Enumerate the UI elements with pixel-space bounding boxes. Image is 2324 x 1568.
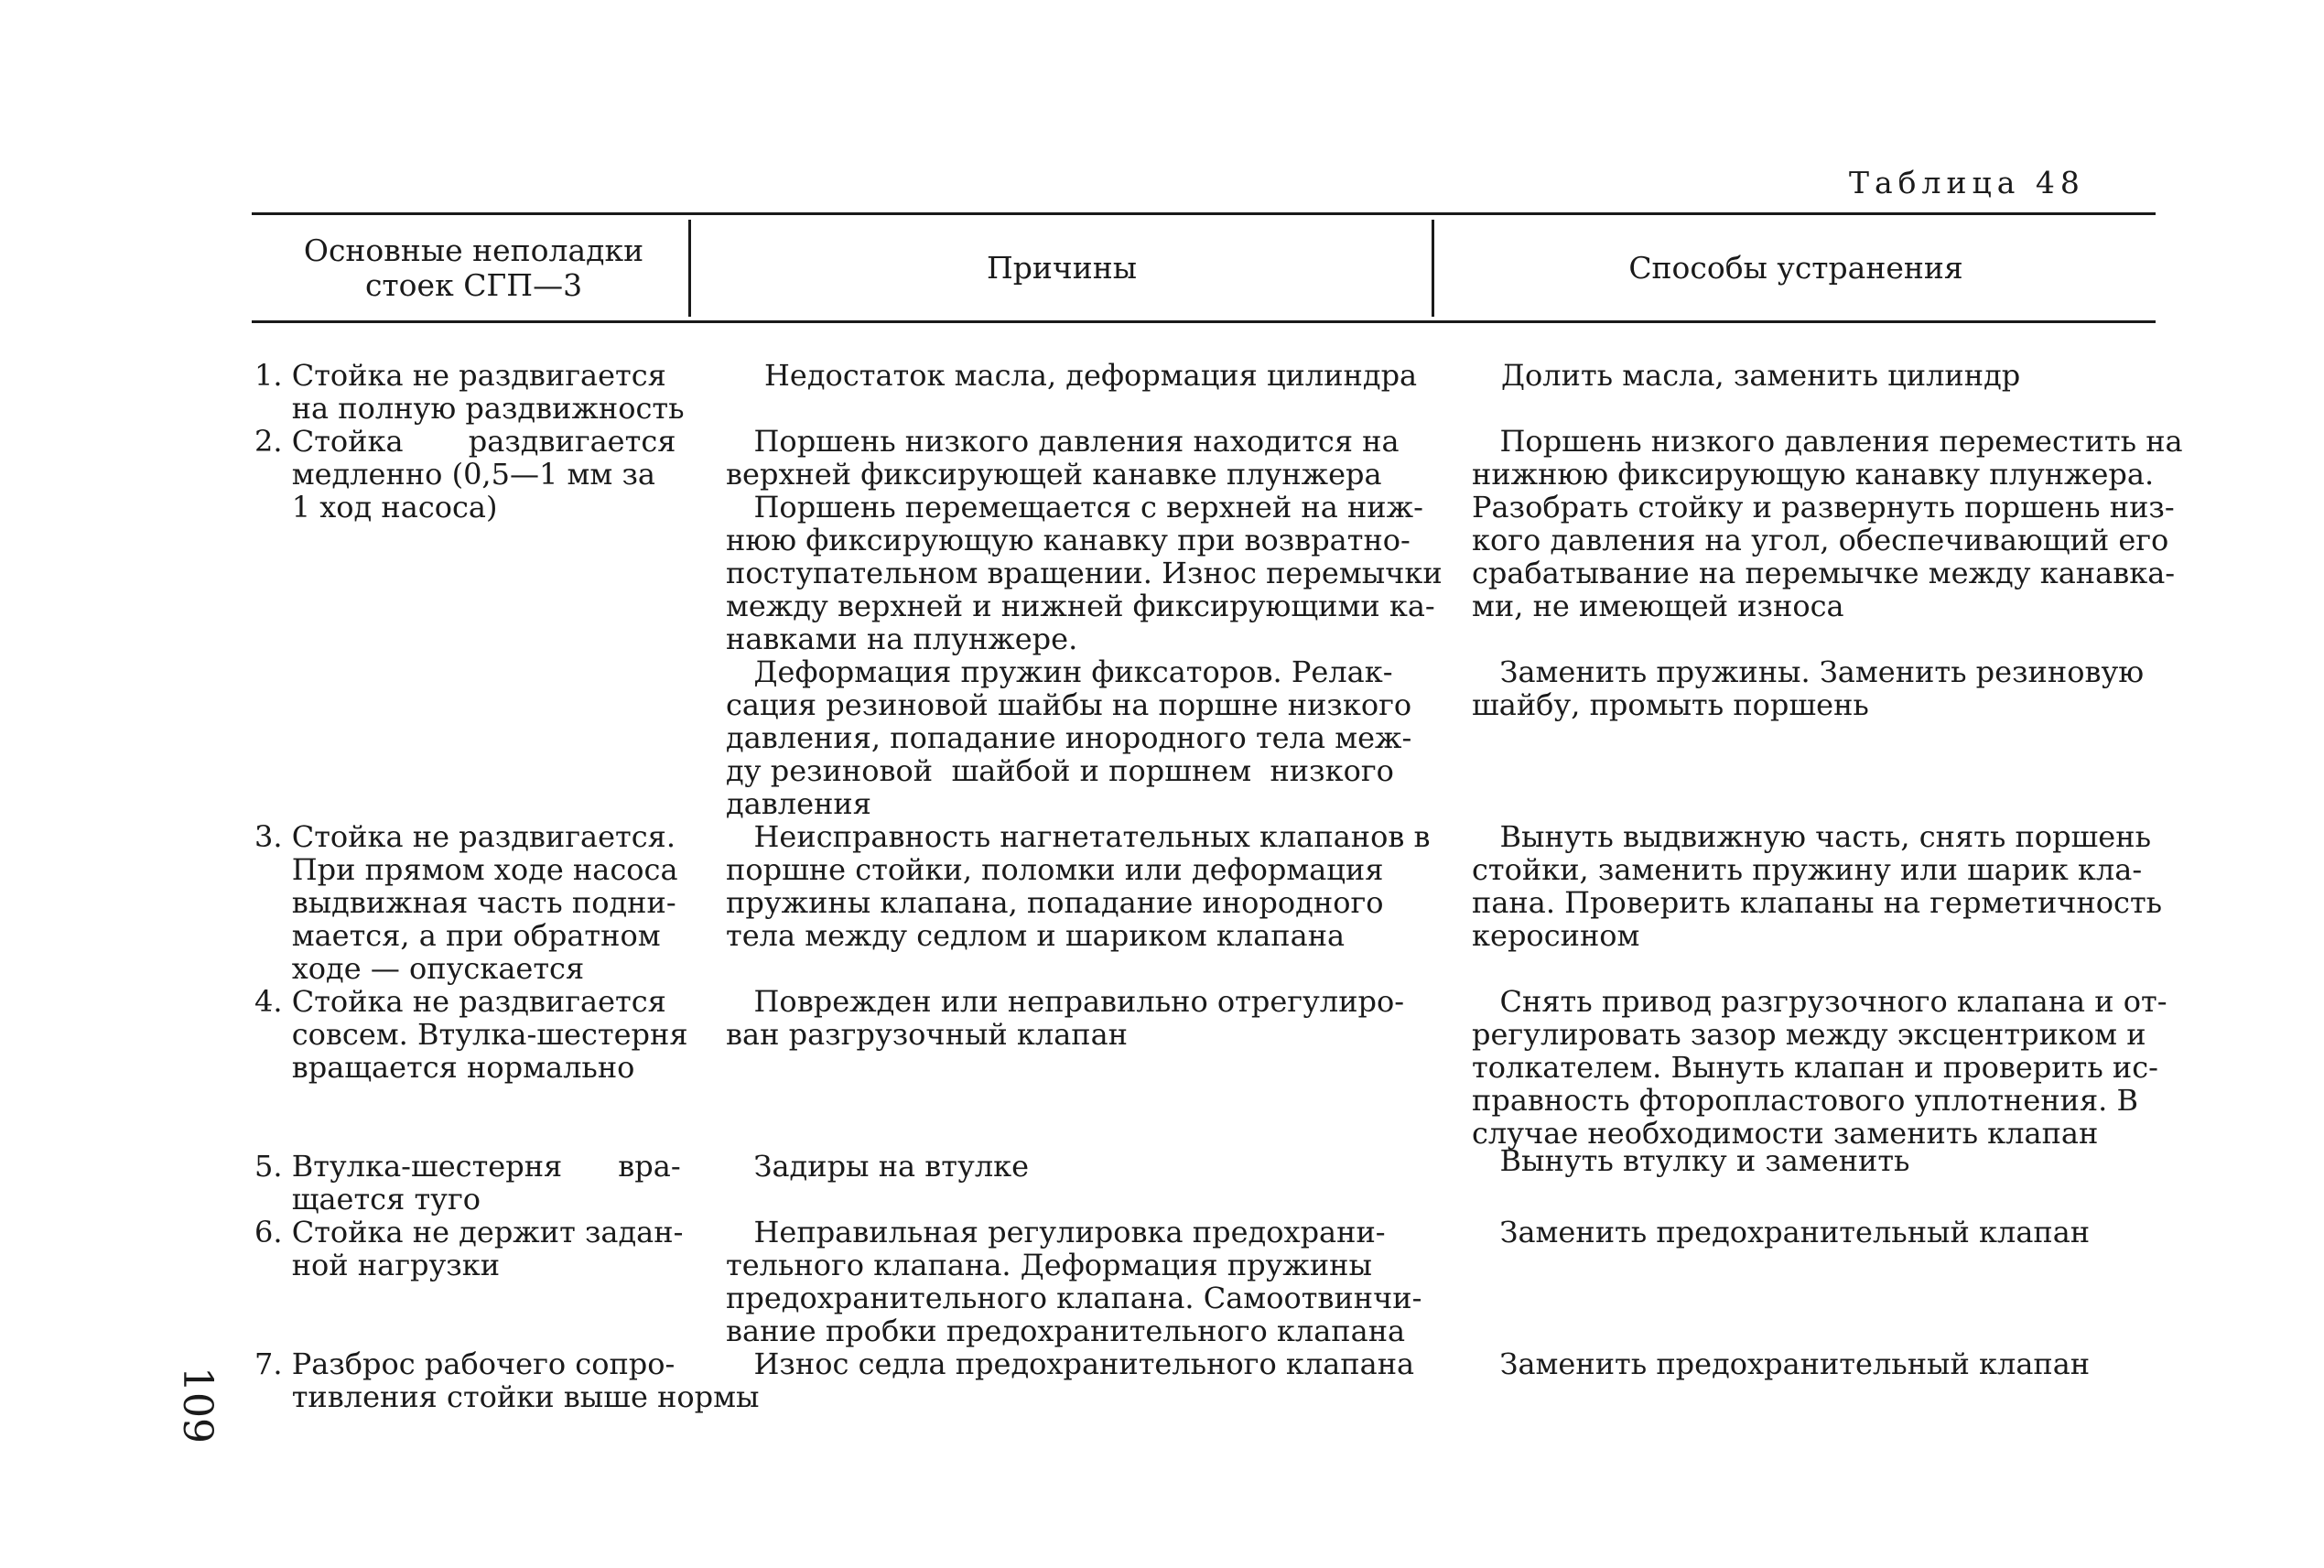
row-3-cause: Неисправность нагнетательных клапанов в поршне стойки, поломки или деформация пружины клапана, попадание инородного тела между седлом и шариком клапана (726, 819, 1431, 953)
row-2-cause-2: Деформация пружин фиксаторов. Релак- сация резиновой шайбы на поршне низкого давления, попадание инородного тела меж- ду резиновой шайбой и поршнем низкого давления (726, 654, 1412, 821)
header-bottom-rule (252, 320, 2156, 323)
row-2-remedy-2: Заменить пружины. Заменить резиновую шайбу, промыть поршень (1472, 654, 2145, 722)
row-7-remedy: Заменить предохранительный клапан (1472, 1346, 2091, 1381)
page-number: 109 (174, 1367, 221, 1444)
row-6-remedy: Заменить предохранительный клапан (1472, 1215, 2091, 1249)
row-3-remedy: Вынуть выдвижную часть, снять поршень стойки, заменить пружину или шарик кла- пана. Проверить клапаны на герметичность керосином (1472, 819, 2163, 953)
row-6-cause: Неправильная регулировка предохрани- тельного клапана. Деформация пружины предохранительного клапана. Самоотвинчи- вание пробки предохранительного клапана (726, 1215, 1422, 1348)
row-4-remedy: Снять привод разгрузочного клапана и от- регулировать зазор между эксцентриком и толкателем. Вынуть клапан и проверить ис- правность фторопластового уплотнения. В случае необходимости заменить клапан (1472, 984, 2167, 1151)
header-causes (696, 220, 1428, 317)
row-4-fault: 4. Стойка не раздвигается совсем. Втулка-шестерня вращается нормально (254, 984, 688, 1085)
column-separator-1 (688, 220, 691, 317)
row-2-remedy-1: Поршень низкого давления переместить на нижнюю фиксирующую канавку плунжера. Разобрать стойку и развернуть поршень низ- кого давления на угол, обеспечивающий его срабатывание на перемычке между канавка- ми, не имеющей износа (1472, 424, 2183, 623)
row-7-fault: 7. Разброс рабочего сопро- тивления стойки выше нормы (254, 1346, 760, 1414)
header-faults-label: Основные неполадки стоек СГП—3 (303, 232, 644, 303)
header-causes-label: Причины (987, 250, 1137, 286)
row-3-fault: 3. Стойка не раздвигается. При прямом ходе насоса выдвижная часть подни- мается, а при обратном ходе — опускается (254, 819, 678, 986)
row-4-cause: Поврежден или неправильно отрегулиро- ван разгрузочный клапан (726, 984, 1405, 1052)
header-remedies (1439, 220, 2153, 317)
row-5-fault: 5. Втулка-шестерня вра- щается туго (254, 1149, 681, 1217)
row-5-cause: Задиры на втулке (726, 1149, 1030, 1184)
header-remedies-label: Способы устранения (1628, 250, 1963, 286)
row-6-fault: 6. Стойка не держит задан- ной нагрузки (254, 1215, 684, 1282)
table-title: Таблица 48 (1849, 165, 2085, 200)
row-2-fault: 2. Стойка раздвигается медленно (0,5—1 мм за 1 ход насоса) (254, 424, 676, 524)
row-7-cause: Износ седла предохранительного клапана (726, 1346, 1415, 1381)
header-top-rule (252, 212, 2156, 215)
header-faults (265, 220, 682, 317)
row-2-cause-1: Поршень низкого давления находится на верхней фиксирующей канавке плунжера Поршень перемещается с верхней на ниж- нюю фиксирующую канавку при возвратно- поступательном вращении. Износ перемычки между верхней и нижней фиксирующими ка- навками на плунжере. (726, 424, 1443, 656)
row-1-fault: 1. Стойка не раздвигается на полную раздвижность (254, 358, 685, 426)
row-1-cause: Недостаток масла, деформация цилиндра (764, 358, 1418, 393)
row-5-remedy: Вынуть втулку и заменить (1472, 1143, 1910, 1178)
column-separator-2 (1432, 220, 1434, 317)
row-1-remedy: Долить масла, заменить цилиндр (1501, 358, 2021, 393)
